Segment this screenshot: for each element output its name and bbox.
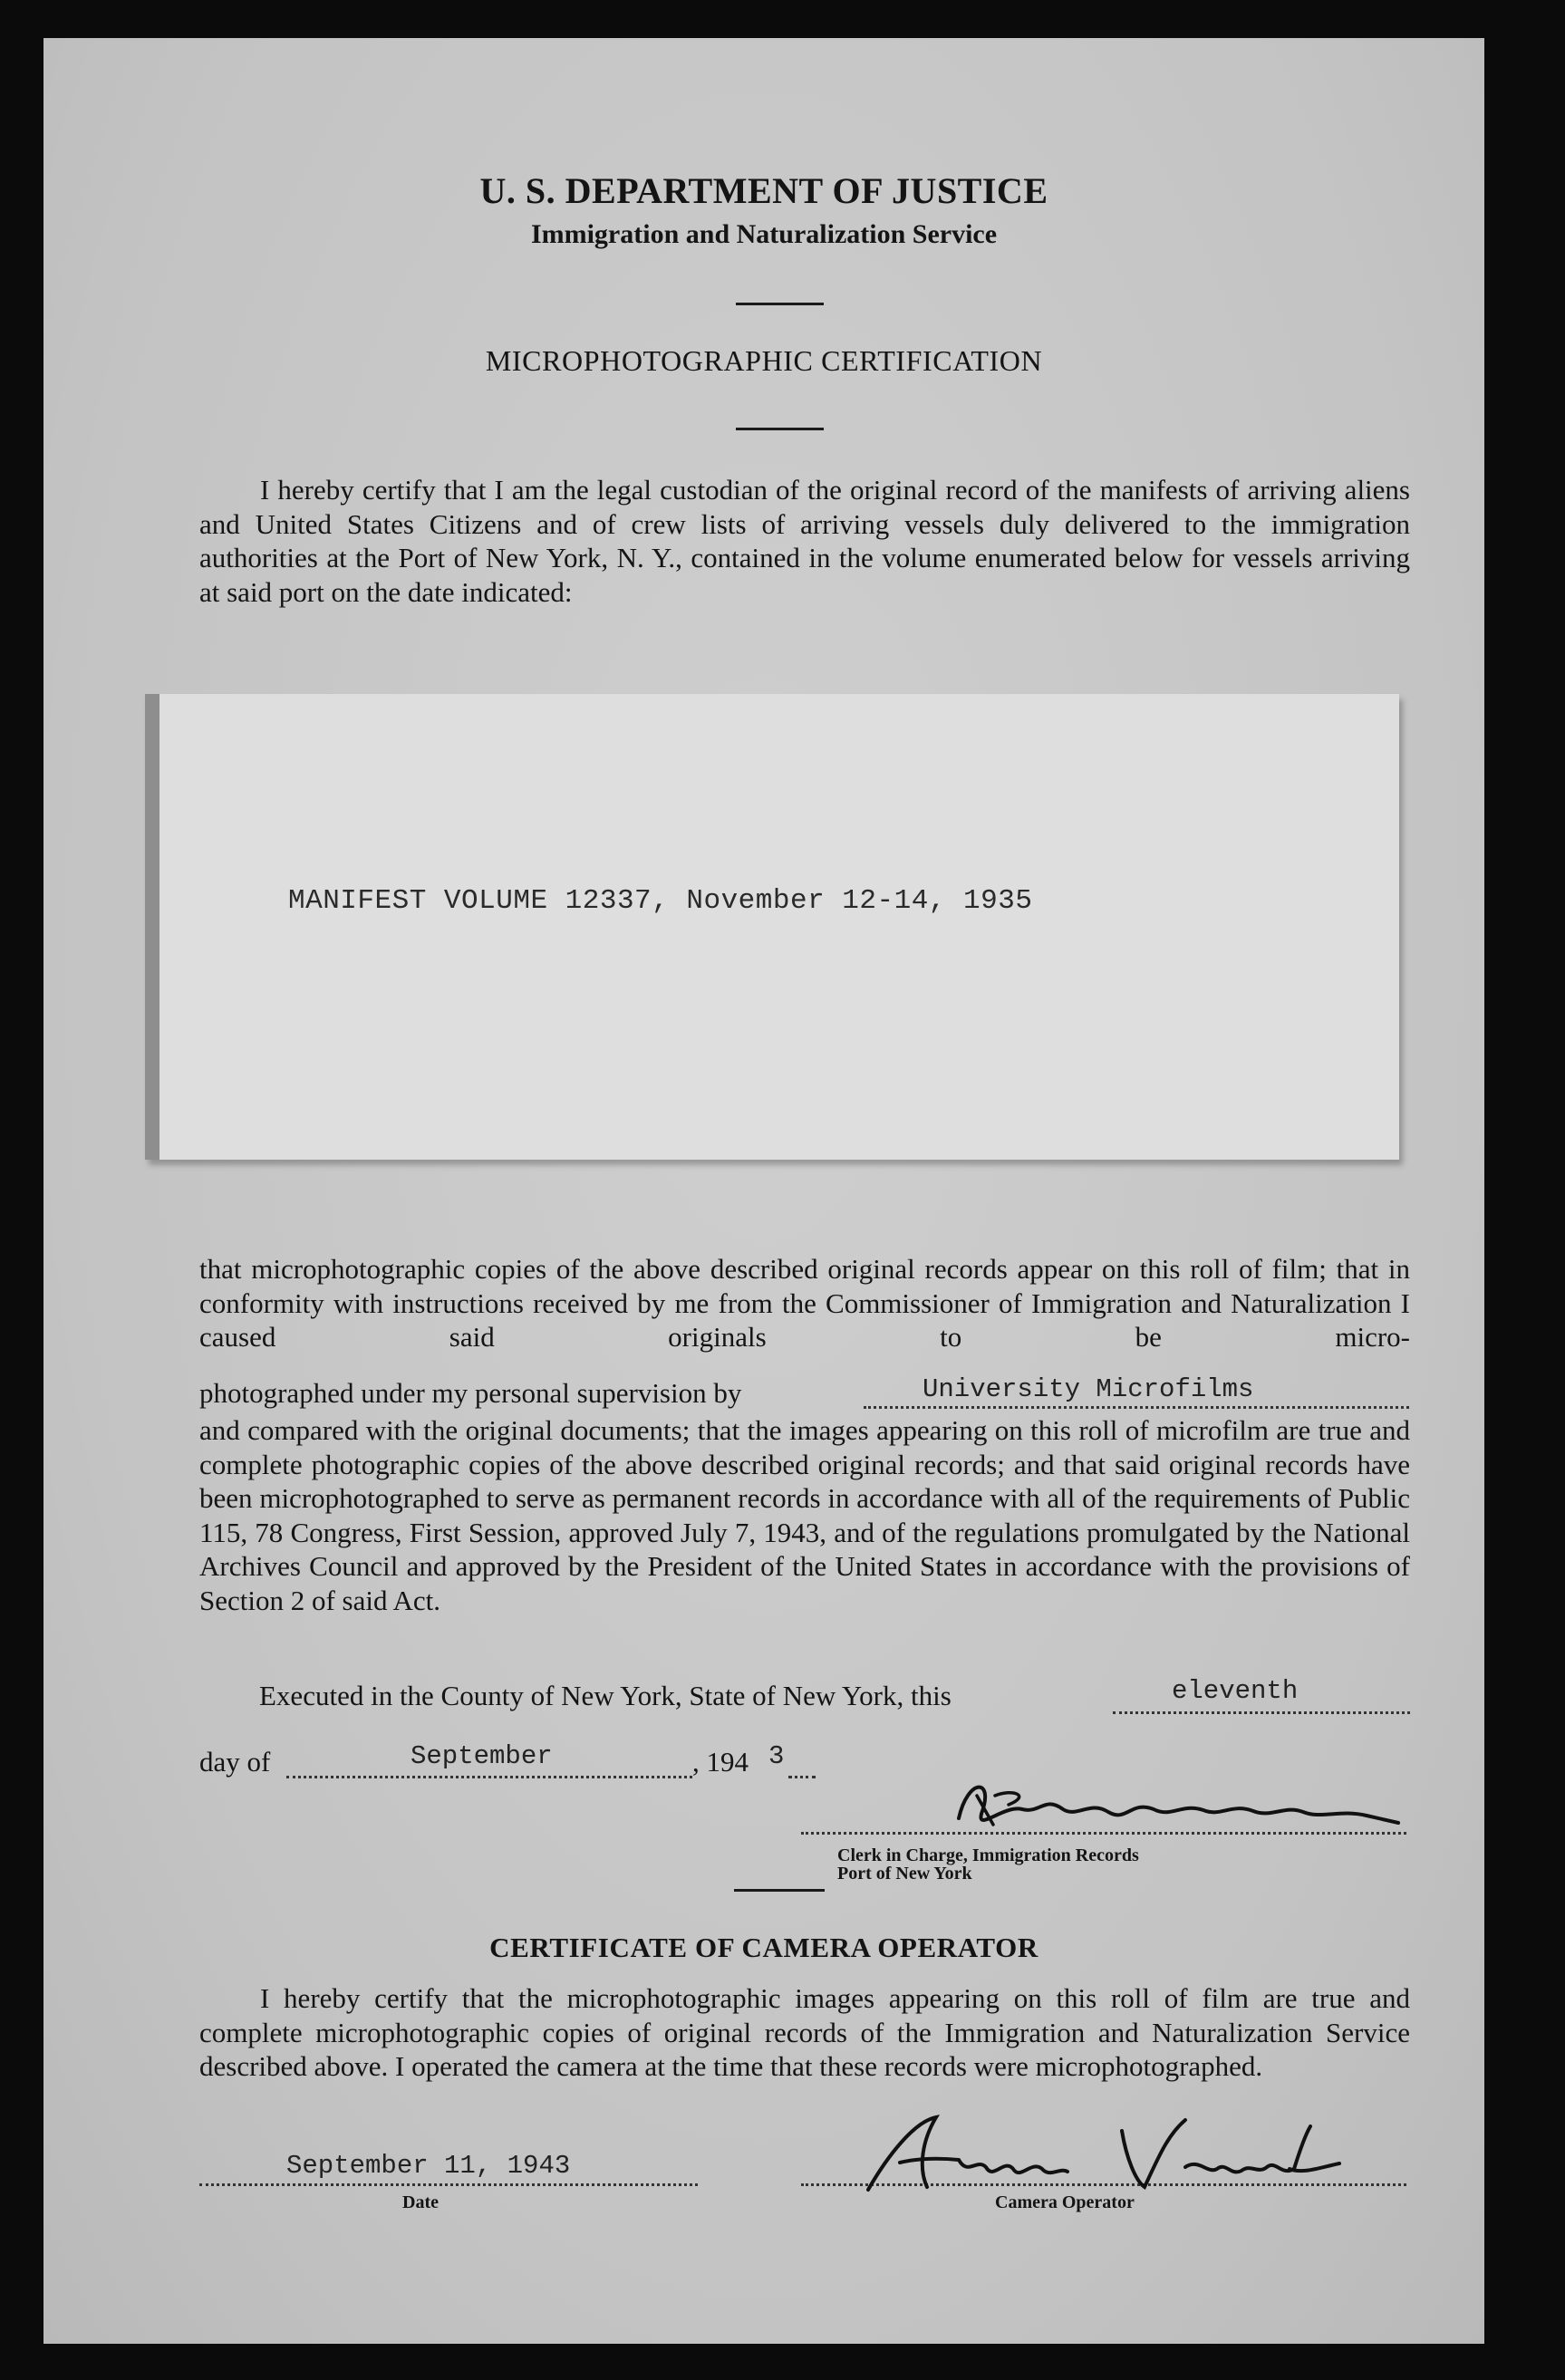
camera-certificate-title: CERTIFICATE OF CAMERA OPERATOR (489, 1932, 1039, 1963)
executed-day: eleventh (1172, 1676, 1299, 1706)
clerk-signature (941, 1768, 1412, 1841)
day-of-label: day of (199, 1746, 271, 1778)
operator-label: Camera Operator (995, 2192, 1135, 2212)
executed-month: September (411, 1741, 553, 1771)
dotted-fill (286, 1776, 692, 1778)
date-label: Date (402, 2192, 439, 2212)
certificate-date: September 11, 1943 (286, 2151, 571, 2181)
divider (736, 428, 824, 430)
clerk-port: Port of New York (837, 1864, 972, 1884)
divider (736, 303, 824, 305)
department-heading: U. S. DEPARTMENT OF JUSTICE (479, 170, 1048, 211)
supervision-prefix: photographed under my personal supervision by (199, 1377, 742, 1409)
microfilm-company: University Microfilms (923, 1374, 1254, 1404)
date-line (199, 2183, 698, 2186)
dotted-fill (864, 1406, 1409, 1409)
supervision-line (199, 1377, 741, 1410)
camera-certificate-text: I hereby certify that the microphotographic images appearing on this roll of film are true and complete microphotographic copies of original records of the Immigration and Naturalization Service described above. I operated the camera at the time that these records were microphotographed. (199, 1982, 1410, 2082)
executed-line (259, 1680, 952, 1712)
clerk-title: Clerk in Charge, Immigration Records (837, 1845, 1139, 1865)
body-paragraph-rest: and compared with the original documents; that the images appearing on this roll of microfilm are true and complete photographic copies of the above described original records; and that said original records have been microphotographed to serve as permanent records in accordance with all of the requirements of Public 115, 78 Congress, First Session, approved July 7, 1943, and of the regulations promulgated by the National Archives Council and approved by the President of the United States in accordance with the provisions of Section 2 of said Act. (199, 1414, 1410, 1616)
certification-title: MICROPHOTOGRAPHIC CERTIFICATION (485, 344, 1043, 377)
year-digit: 3 (768, 1741, 785, 1771)
executed-prefix: Executed in the County of New York, State of New York, this (259, 1680, 952, 1711)
year-prefix: , 194 (692, 1746, 749, 1778)
volume-slip (145, 694, 1399, 1160)
dotted-fill (1113, 1711, 1410, 1714)
divider (734, 1889, 825, 1892)
manifest-volume: MANIFEST VOLUME 12337, November 12-14, 1935 (288, 885, 1033, 917)
intro-paragraph: I hereby certify that I am the legal custodian of the original record of the manifests of arriving aliens and United States Citizens and of crew lists of arriving vessels duly delivered to the immigration authorities at the Port of New York, N. Y., contained in the volume enumerated below for vessels arriving at said port on the date indicated: (199, 474, 1410, 608)
certificate-page (43, 38, 1484, 2344)
body-paragraph-start: that microphotographic copies of the above described original records appear on this roll of film; that in conformity with instructions received by me from the Commissioner of Immigration and Naturalization I caused said originals to be micro- (199, 1253, 1410, 1353)
dotted-fill (788, 1776, 816, 1778)
operator-signature (850, 2104, 1357, 2203)
service-subheading: Immigration and Naturalization Service (530, 219, 998, 249)
